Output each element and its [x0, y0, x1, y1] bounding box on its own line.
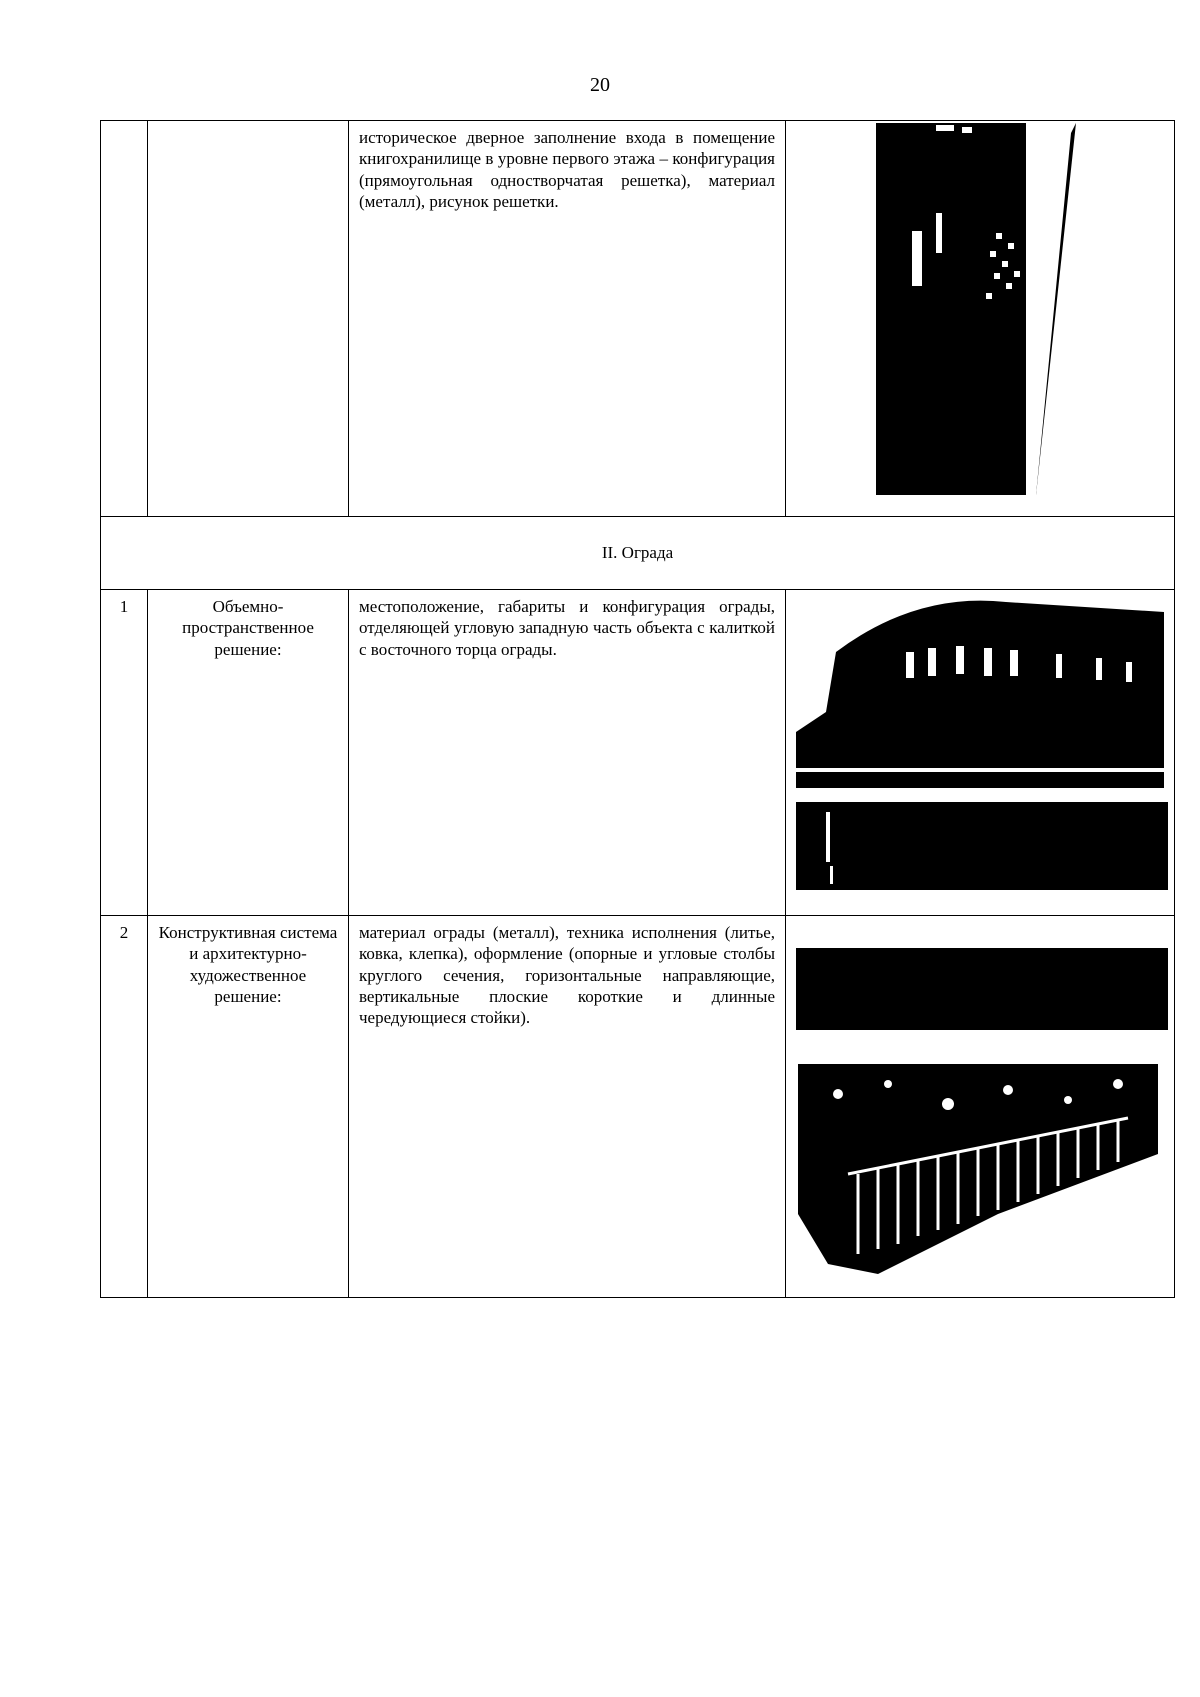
table-row	[101, 916, 1175, 1298]
photo-cell	[786, 590, 1175, 916]
photo-cell	[786, 916, 1175, 1298]
fence-top-photo	[796, 948, 1168, 1030]
row-number: 1	[119, 597, 129, 616]
fence-railing-photo	[798, 1064, 1158, 1274]
door-description: историческое дверное заполнение входа в помещение книгохранилище в уровне первого этажа – конфигурация (прямоугольная одностворчатая решетка), материал (металл), рисунок решетки.	[359, 128, 775, 211]
description-cell	[349, 916, 786, 1298]
row-description: местоположение, габариты и конфигурация ограды, отделяющей угловую западную часть объекта с калиткой с восточного торца ограды.	[359, 597, 775, 659]
page-number: 20	[590, 74, 610, 96]
fence-detail-photo	[796, 802, 1168, 890]
row-name: Конструктивная система и архитектурно-художественное решение:	[158, 923, 338, 1006]
name-cell	[148, 121, 349, 517]
number-cell	[101, 590, 148, 916]
name-cell	[148, 590, 349, 916]
photo-cell	[786, 121, 1175, 517]
number-cell	[101, 121, 148, 517]
row-number: 2	[119, 923, 129, 942]
number-cell	[101, 916, 148, 1298]
description-cell	[349, 590, 786, 916]
name-cell	[148, 916, 349, 1298]
row-description: материал ограды (металл), техника исполнения (литье, ковка, клепка), оформление (опорные и угловые столбы круглого сечения, горизонтальные направляющие, вертикальные плоские короткие и длинные чередующиеся стойки).	[359, 923, 775, 1027]
description-cell	[349, 121, 786, 517]
section-title: II. Ограда	[101, 517, 1175, 590]
table-row	[101, 121, 1175, 517]
table-row	[101, 590, 1175, 916]
row-name: Объемно-пространственное решение:	[182, 597, 314, 659]
door-grille-photo	[876, 123, 1076, 495]
fence-building-photo	[796, 592, 1164, 788]
section-row	[101, 517, 1175, 590]
object-features-table	[100, 120, 1175, 1298]
